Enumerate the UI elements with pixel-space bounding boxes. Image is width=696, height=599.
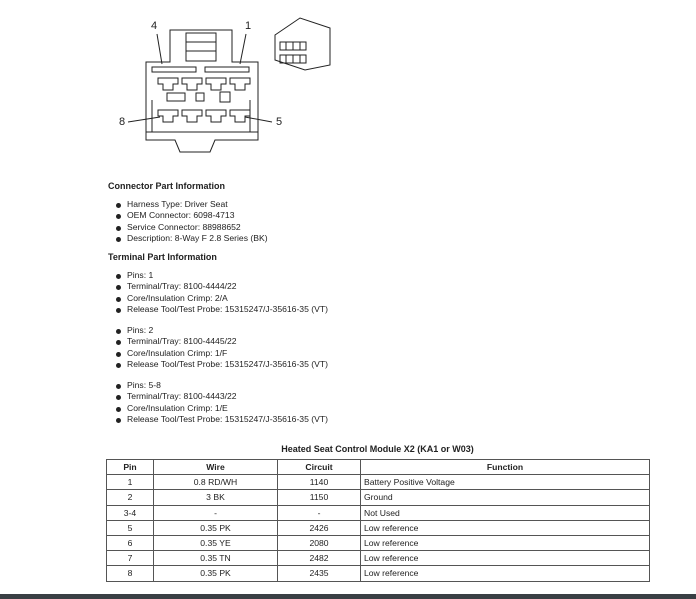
circuit-cell: 2482 xyxy=(278,551,361,566)
connector-3d-view xyxy=(275,18,330,70)
table-row xyxy=(107,566,650,581)
wire-cell: 0.35 PK xyxy=(154,566,278,581)
pin-label-1: 1 xyxy=(245,20,252,32)
pinout-table xyxy=(106,459,650,582)
list-item: Core/Insulation Crimp: 2/A xyxy=(116,293,328,304)
list-item: Description: 8-Way F 2.8 Series (BK) xyxy=(116,233,268,244)
table-row xyxy=(107,475,650,490)
table-row xyxy=(107,490,650,505)
table-row xyxy=(107,535,650,550)
list-item: Release Tool/Test Probe: 15315247/J-35616-35 (VT) xyxy=(116,414,328,425)
header-function: Function xyxy=(361,460,650,475)
wire-cell: 0.35 YE xyxy=(154,535,278,550)
list-item: Service Connector: 88988652 xyxy=(116,222,268,233)
pin-cell: 2 xyxy=(107,490,154,505)
wire-cell: 0.35 PK xyxy=(154,520,278,535)
circuit-cell: 2080 xyxy=(278,535,361,550)
terminal-cavity xyxy=(182,78,202,90)
pin-cell: 3-4 xyxy=(107,505,154,520)
wire-cell: - xyxy=(154,505,278,520)
function-cell: Low reference xyxy=(361,551,650,566)
header-wire: Wire xyxy=(154,460,278,475)
table-row xyxy=(107,520,650,535)
circuit-cell: 2435 xyxy=(278,566,361,581)
table-row xyxy=(107,505,650,520)
pin-label-5: 5 xyxy=(276,116,283,128)
function-cell: Not Used xyxy=(361,505,650,520)
list-item: Harness Type: Driver Seat xyxy=(116,199,268,210)
terminal-group-2 xyxy=(116,325,328,371)
connector-face xyxy=(146,30,258,152)
circuit-cell: 1150 xyxy=(278,490,361,505)
function-cell: Low reference xyxy=(361,535,650,550)
terminal-cavity xyxy=(182,110,202,122)
table-title: Heated Seat Control Module X2 (KA1 or W03) xyxy=(281,444,474,454)
header-circuit: Circuit xyxy=(278,460,361,475)
connector-list xyxy=(116,199,268,245)
list-item: Core/Insulation Crimp: 1/F xyxy=(116,348,328,359)
list-item: Terminal/Tray: 8100-4443/22 xyxy=(116,391,328,402)
pin-cell: 7 xyxy=(107,551,154,566)
function-cell: Low reference xyxy=(361,520,650,535)
connector-diagram xyxy=(0,0,696,170)
list-item: Release Tool/Test Probe: 15315247/J-35616-35 (VT) xyxy=(116,304,328,315)
terminal-cavity xyxy=(158,110,178,122)
list-item: Terminal/Tray: 8100-4444/22 xyxy=(116,281,328,292)
terminal-cavity xyxy=(230,110,250,122)
pin-cell: 8 xyxy=(107,566,154,581)
terminal-cavity xyxy=(158,78,178,90)
function-cell: Battery Positive Voltage xyxy=(361,475,650,490)
bottom-bar xyxy=(0,594,696,599)
pin-label-8: 8 xyxy=(119,116,126,128)
circuit-cell: 2426 xyxy=(278,520,361,535)
wire-cell: 0.8 RD/WH xyxy=(154,475,278,490)
list-item: Pins: 1 xyxy=(116,270,328,281)
header-pin: Pin xyxy=(107,460,154,475)
terminal-cavity xyxy=(206,78,226,90)
pin-cell: 6 xyxy=(107,535,154,550)
list-item: Release Tool/Test Probe: 15315247/J-35616-35 (VT) xyxy=(116,359,328,370)
list-item: OEM Connector: 6098-4713 xyxy=(116,210,268,221)
terminal-heading: Terminal Part Information xyxy=(108,252,217,262)
table-header-row xyxy=(107,460,650,475)
circuit-cell: 1140 xyxy=(278,475,361,490)
connector-heading: Connector Part Information xyxy=(108,181,226,191)
terminal-group-1 xyxy=(116,270,328,316)
table-row xyxy=(107,551,650,566)
terminal-group-3 xyxy=(116,380,328,426)
function-cell: Low reference xyxy=(361,566,650,581)
list-item: Pins: 2 xyxy=(116,325,328,336)
terminal-cavity xyxy=(230,78,250,90)
function-cell: Ground xyxy=(361,490,650,505)
wire-cell: 3 BK xyxy=(154,490,278,505)
pin-cell: 1 xyxy=(107,475,154,490)
pin-label-4: 4 xyxy=(151,20,158,32)
list-item: Terminal/Tray: 8100-4445/22 xyxy=(116,336,328,347)
wire-cell: 0.35 TN xyxy=(154,551,278,566)
list-item: Pins: 5-8 xyxy=(116,380,328,391)
circuit-cell: - xyxy=(278,505,361,520)
terminal-cavity xyxy=(206,110,226,122)
pin-cell: 5 xyxy=(107,520,154,535)
list-item: Core/Insulation Crimp: 1/E xyxy=(116,403,328,414)
